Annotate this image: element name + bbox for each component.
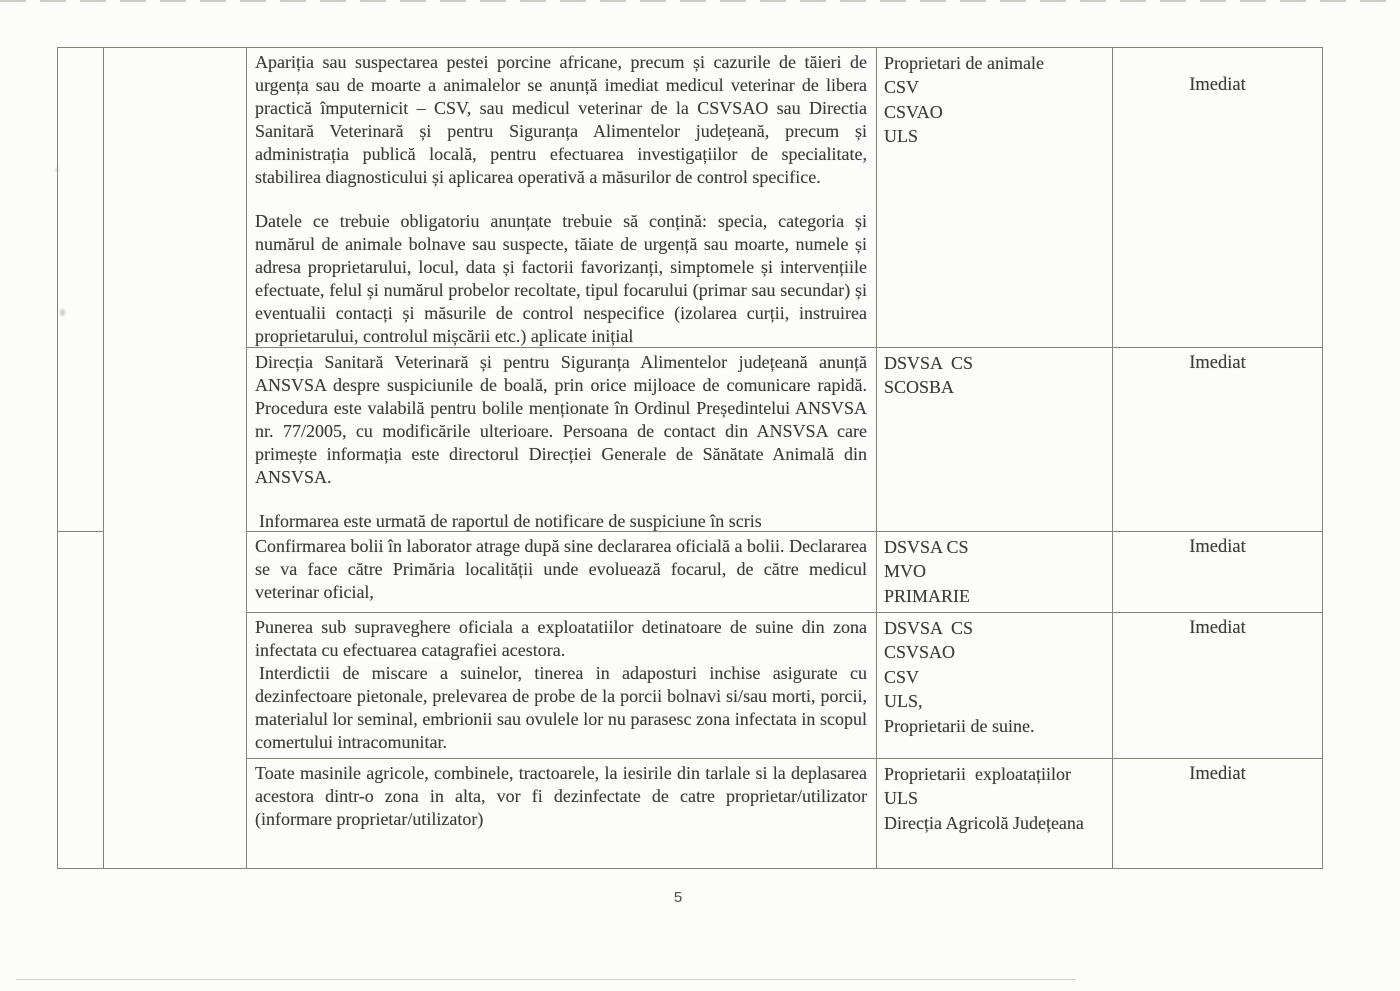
table-cell-responsible-row1 bbox=[877, 48, 1113, 348]
table-cell-deadline-row4 bbox=[1113, 613, 1322, 759]
action-paragraph: Punerea sub supraveghere oficiala a exploatatiilor detinatoare de suine din zona infectata cu efectuarea catagrafiei acestora. bbox=[255, 617, 867, 660]
action-paragraph: Toate masinile agricole, combinele, tractoarele, la iesirile din tarlale si la deplasarea acestora dintr-o zona in alta, vor fi dezinfectate de catre proprietar/utilizator (informare proprietar/utilizator) bbox=[255, 763, 867, 829]
table-cell-measure-column bbox=[104, 48, 247, 868]
responsible-org: PRIMARIE bbox=[884, 585, 971, 606]
table-cell-deadline-row1 bbox=[1113, 48, 1322, 348]
table-cell-action-row5 bbox=[247, 759, 877, 868]
responsible-org: Proprietarii de suine. bbox=[884, 715, 1035, 736]
deadline-text: Imediat bbox=[1189, 75, 1246, 95]
deadline-text: Imediat bbox=[1189, 537, 1246, 557]
responsible-org: DSVSA CS bbox=[884, 618, 974, 638]
table-cell-index-upper bbox=[58, 48, 104, 532]
responsible-org: Proprietari de animale bbox=[884, 53, 1044, 73]
table-cell-deadline-row5 bbox=[1113, 759, 1322, 868]
responsible-org: CSV bbox=[884, 77, 920, 98]
table-cell-responsible-row3 bbox=[877, 532, 1113, 613]
deadline-text: Imediat bbox=[1189, 764, 1246, 784]
page-number: 5 bbox=[673, 889, 683, 906]
scan-artifact-top-edge bbox=[0, 0, 1400, 2]
responsible-org: DSVSA CS bbox=[884, 353, 974, 373]
responsible-org: MVO bbox=[884, 561, 927, 582]
scan-artifact-bottom-line bbox=[16, 979, 1076, 980]
responsible-org: ULS, bbox=[884, 691, 923, 712]
action-paragraph: Interdictii de miscare a suinelor, tinerea in adaposturi inchise asigurate cu dezinfectoare pietonale, prelevarea de probe de la porcii bolnavi si/sau morti, porcii, materialul lor seminal, embrionii sau ovulele lor nu parasesc zona infectata in scopul comertului intracomunitar. bbox=[255, 662, 867, 752]
action-paragraph: Confirmarea bolii în laborator atrage după sine declararea oficială a bolii. Declararea se va face către Primăria localității unde evoluează focarul, de către medicul veterinar oficial, bbox=[255, 536, 867, 602]
responsible-org: Direcția Agricolă Județeana bbox=[884, 812, 1084, 833]
table-cell-responsible-row5 bbox=[877, 759, 1113, 868]
table-cell-index-lower bbox=[58, 532, 104, 868]
table-cell-deadline-row3 bbox=[1113, 532, 1322, 613]
table-cell-responsible-row4 bbox=[877, 613, 1113, 759]
responsible-org: DSVSA CS bbox=[884, 537, 969, 557]
table-cell-deadline-row2 bbox=[1113, 348, 1322, 532]
table-cell-action-row1 bbox=[247, 48, 877, 348]
deadline-text: Imediat bbox=[1189, 353, 1246, 373]
action-paragraph: Apariția sau suspectarea pestei porcine africane, precum și cazurile de tăieri de urgența sau de moarte a animalelor se anunță imediat medicul veterinar de libera practică împuternicit – CSV, sau medicul veterinar de la CSVSAO sau Directia Sanitară Veterinară și pentru Siguranța Alimentelor județeană, precum și administrația publică locală, pentru efectuarea investigațiilor de specialitate, stabilirea diagnosticului și aplicarea operativă a măsurilor de control specifice. bbox=[255, 52, 867, 187]
responsible-org: Proprietarii exploatațiilor bbox=[884, 764, 1071, 784]
action-paragraph: Direcția Sanitară Veterinară și pentru Siguranța Alimentelor județeană anunță ANSVSA despre suspiciunile de boală, prin orice mijloace de comunicare rapidă. Procedura este valabilă pentru bolile menționate în Ordinul Președintelui ANSVSA nr. 77/2005, cu modificările ulterioare. Persoana de contact din ANSVSA care primește informația este directorul Direcției Generale de Sănătate Animală din ANSVSA. bbox=[255, 352, 867, 487]
action-paragraph: Informarea este urmată de raportul de notificare de suspiciune în scris bbox=[259, 511, 762, 532]
table-cell-responsible-row2 bbox=[877, 348, 1113, 532]
table-cell-action-row2 bbox=[247, 348, 877, 532]
responsible-org: SCOSBA bbox=[884, 377, 955, 398]
procedures-table bbox=[57, 47, 1323, 869]
responsible-org: CSVAO bbox=[884, 101, 943, 122]
deadline-text: Imediat bbox=[1189, 618, 1246, 638]
responsible-org: CSVSAO bbox=[884, 642, 956, 663]
table-cell-action-row4 bbox=[247, 613, 877, 759]
responsible-org: ULS bbox=[884, 126, 919, 147]
table-cell-action-row3 bbox=[247, 532, 877, 613]
action-paragraph: Datele ce trebuie obligatoriu anunțate trebuie să conțină: specia, categoria și numărul de animale bolnave sau suspecte, tăiate de urgență sau moarte, numele și adresa proprietarului, locul, data și factorii favorizanți, simptomele și intervențiile efectuate, felul și numărul probelor recoltate, tipul focarului (primar sau secundar) și eventualii contacți și măsurile de control nespecifice (izolarea curții, instruirea proprietarului, controlul mișcării etc.) aplicate inițial bbox=[255, 211, 867, 346]
responsible-org: CSV bbox=[884, 666, 920, 687]
responsible-org: ULS bbox=[884, 788, 919, 809]
